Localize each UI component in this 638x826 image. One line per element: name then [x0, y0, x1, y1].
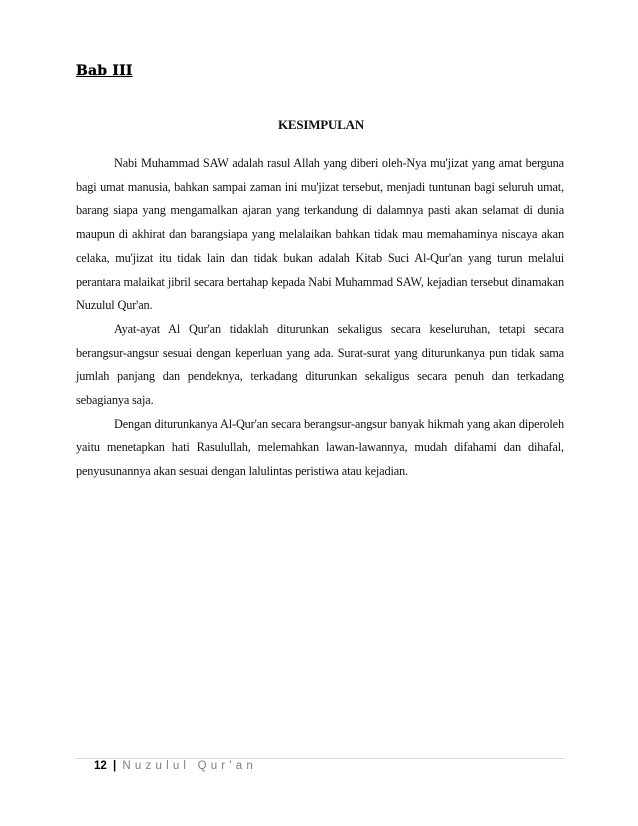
- page-footer: [94, 760, 257, 772]
- chapter-label: Bab III: [76, 63, 133, 79]
- section-heading: KESIMPULAN: [277, 117, 365, 132]
- footer-title: Nuzulul Qur'an: [122, 760, 257, 772]
- footer-divider: [76, 758, 564, 759]
- footer-separator: |: [113, 760, 117, 772]
- page-number: 12: [94, 760, 107, 772]
- paragraph: Ayat-ayat Al Qur'an tidaklah diturunkan sekaligus secara keseluruhan, tetapi secara berangsur-angsur sesuai dengan keperluan yang ada. Surat-surat yang diturunkanya pun tidak sama jumlah panjang dan pendeknya, terkadang diturunkan sekaligus secara penuh dan terkadang sebagianya saja.: [76, 321, 564, 408]
- paragraph: Dengan diturunkanya Al-Qur'an secara berangsur-angsur banyak hikmah yang akan diperoleh yaitu menetapkan hati Rasulullah, melemahkan lawan-lawannya, mudah difahami dan dihafal, penyusunannya akan sesuai dengan lalulintas peristiwa atau kejadian.: [76, 416, 564, 479]
- body-text: [76, 152, 564, 484]
- paragraph: Nabi Muhammad SAW adalah rasul Allah yang diberi oleh-Nya mu'jizat yang amat berguna bagi umat manusia, bahkan sampai zaman ini mu'jizat tersebut, menjadi tuntunan bagi seluruh umat, barang siapa yang mengamalkan ajaran yang terkandung di dalamnya pasti akan selamat di dunia maupun di akhirat dan barangsiapa yang melalaikan bahkan tidak mau memahaminya niscaya akan celaka, mu'jizat itu tidak lain dan tidak bukan adalah Kitab Suci Al-Qur'an yang turun melalui perantara malaikat jibril secara bertahap kepada Nabi Muhammad SAW, kejadian tersebut dinamakan Nuzulul Qur'an.: [76, 156, 564, 313]
